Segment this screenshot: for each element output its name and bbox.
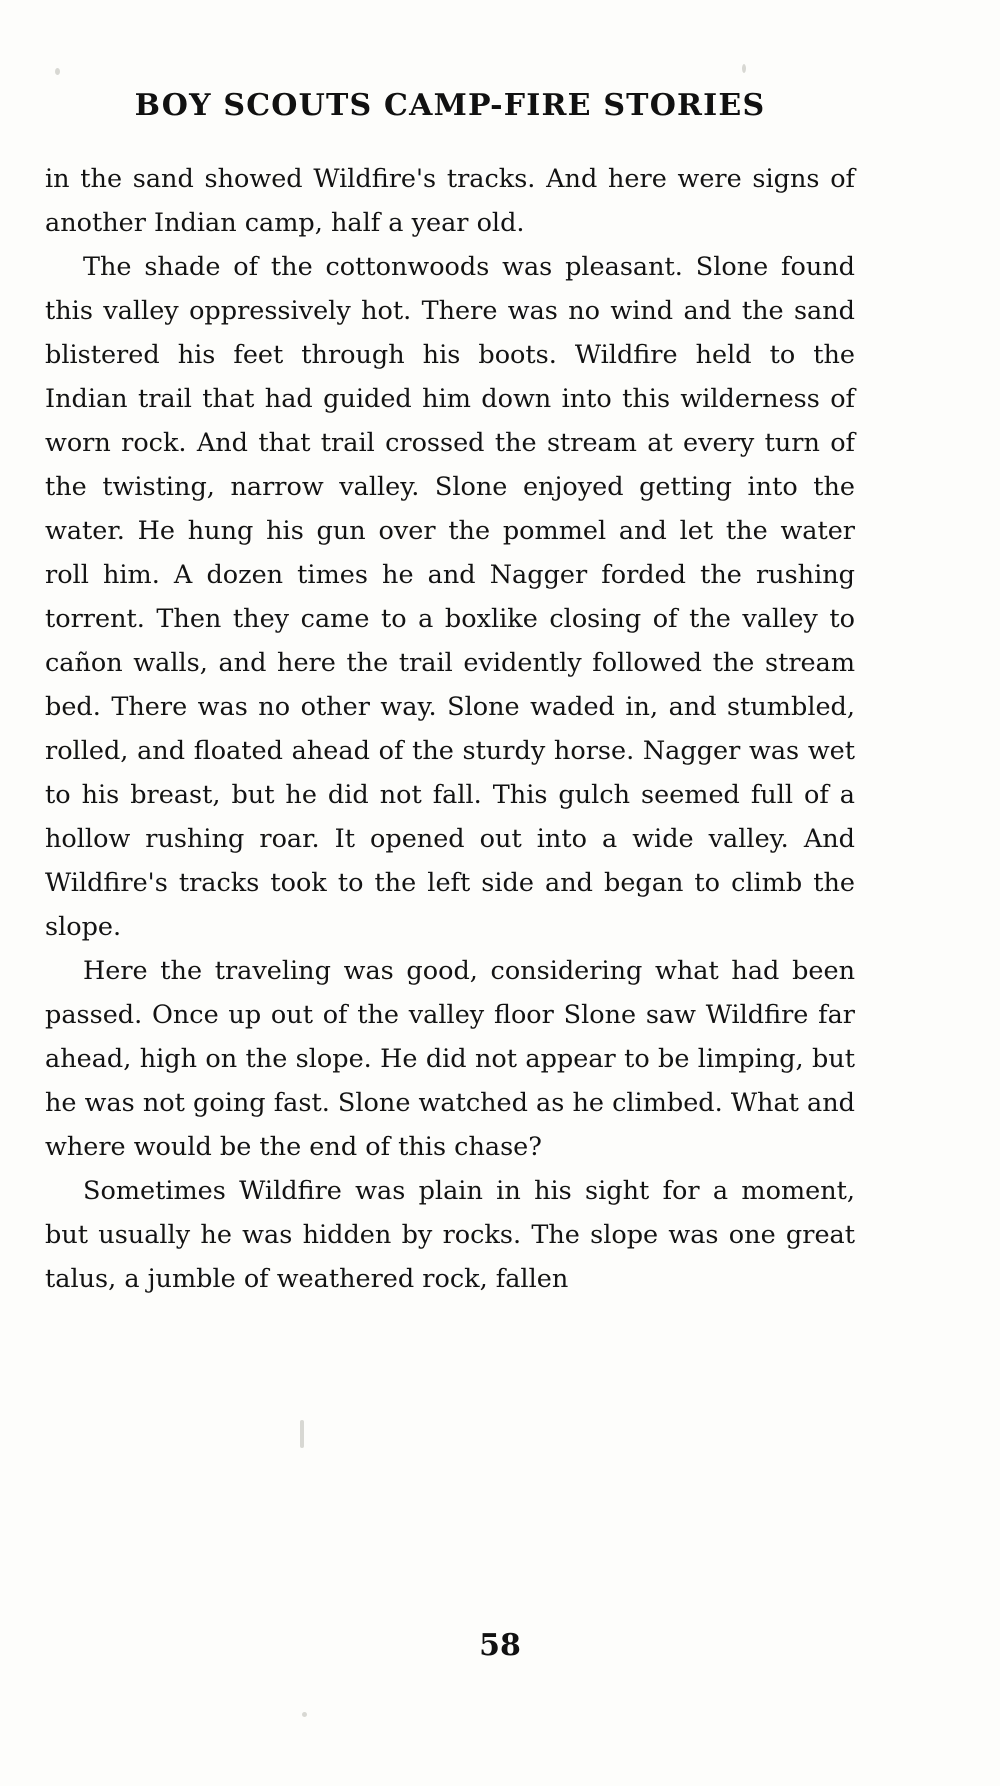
running-head: BOY SCOUTS CAMP-FIRE STORIES (134, 88, 766, 123)
paragraph: Sometimes Wildfire was plain in his sight for a moment, but usually he was hidden by rocks. The slope was one great talus, a jumble of weathered rock, fallen (45, 1176, 855, 1294)
paragraph: in the sand showed Wildfire's tracks. And here were signs of another Indian camp, half a year old. (45, 164, 855, 238)
body-text (45, 157, 855, 1301)
paragraph: Here the traveling was good, considering what had been passed. Once up out of the valley floor Slone saw Wildfire far ahead, high on the slope. He did not appear to be limping, but he was not going fast. Slone watched as he climbed. What and where would be the end of this chase? (45, 956, 855, 1162)
paragraph: The shade of the cottonwoods was pleasant. Slone found this valley oppressively hot. There was no wind and the sand blistered his feet through his boots. Wildfire held to the Indian trail that had guided him down into this wilderness of worn rock. And that trail crossed the stream at every turn of the twisting, narrow valley. Slone enjoyed getting into the water. He hung his gun over the pommel and let the water roll him. A dozen times he and Nagger forded the rushing torrent. Then they came to a boxlike closing of the valley to cañon walls, and here the trail evidently followed the stream bed. There was no other way. Slone waded in, and stumbled, rolled, and floated ahead of the sturdy horse. Nagger was wet to his breast, but he did not fall. This gulch seemed full of a hollow rushing roar. It opened out into a wide valley. And Wildfire's tracks took to the left side and began to climb the slope. (45, 252, 855, 942)
paper-speck (300, 1420, 304, 1448)
paper-speck (302, 1712, 307, 1717)
page-number: 58 (479, 1628, 521, 1663)
page-content (45, 60, 855, 1301)
